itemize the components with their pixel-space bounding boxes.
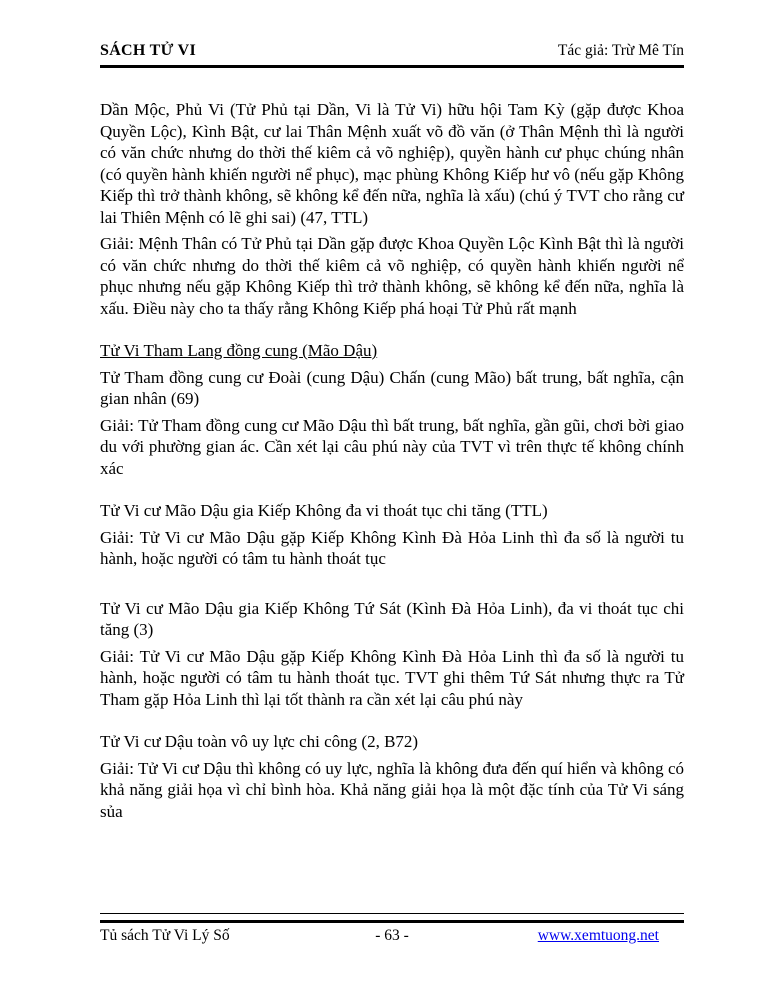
- book-title: SÁCH TỬ VI: [100, 42, 197, 59]
- footer-link[interactable]: www.xemtuong.net: [537, 927, 659, 944]
- page-number: - 63 -: [375, 927, 409, 944]
- page-header: [100, 42, 684, 68]
- paragraph: Tử Vi cư Dậu toàn vô uy lực chi công (2, B72): [100, 732, 419, 751]
- paragraph: Tử Vi cư Mão Dậu gia Kiếp Không Tứ Sát (Kình Đà Hỏa Linh), đa vi thoát tục chi tăng (3): [100, 598, 684, 639]
- paragraph: Giải: Tử Vi cư Mão Dậu gặp Kiếp Không Kình Đà Hỏa Linh thì đa số là người tu hành, hoặc người có tâm tu hành thoát tục. TVT ghi thêm Tứ Sát nhưng thực ra Tử Tham gặp Hỏa Linh thì lại tốt thành ra cần xét lại câu phú này: [100, 646, 684, 709]
- footer-rule-thin: [100, 913, 684, 914]
- paragraph: Tử Tham đồng cung cư Đoài (cung Dậu) Chấn (cung Mão) bất trung, bất nghĩa, cận gian nhân (69): [100, 367, 684, 408]
- body-content: [100, 99, 684, 822]
- paragraph: Giải: Tử Vi cư Dậu thì không có uy lực, nghĩa là không đưa đến quí hiển và không có khả năng giải họa vì chỉ bình hòa. Khả năng giải họa là một đặc tính của Tử Vi sáng sủa: [100, 758, 684, 821]
- author-credit: Tác giả: Trừ Mê Tín: [557, 42, 684, 59]
- series-title: Tủ sách Tử Vi Lý Số: [100, 927, 230, 944]
- paragraph: Giải: Tử Vi cư Mão Dậu gặp Kiếp Không Kình Đà Hỏa Linh thì đa số là người tu hành, hoặc người có tâm tu hành thoát tục: [100, 527, 684, 568]
- paragraph: Dần Mộc, Phủ Vi (Tử Phủ tại Dần, Vi là Tử Vi) hữu hội Tam Kỳ (gặp được Khoa Quyền Lộc), Kình Bật, cư lai Thân Mệnh xuất võ đồ văn (ở Thân Mệnh thì là người có văn chức nhưng do thời thế kiêm cả võ nghiệp), quyền hành cư phục chúng nhân (có quyền hành khiến người nể phục), mạc phùng Không Kiếp hư vô (nếu gặp Không Kiếp thì trở thành không, sẽ không kể đến nữa, nghĩa là xấu) (chú ý TVT cho rằng cư lai Thiên Mệnh có lẽ ghi sai) (47, TTL): [100, 100, 684, 227]
- paragraph: Giải: Mệnh Thân có Tử Phủ tại Dần gặp được Khoa Quyền Lộc Kình Bật thì là người có văn chức nhưng do thời thế kiêm cả võ nghiệp, có quyền hành khiến người nể phục nhưng nếu gặp Không Kiếp thì trở thành không, sẽ không kể đến nữa, nghĩa là xấu. Điều này cho ta thấy rằng Không Kiếp phá hoại Tử Phủ rất mạnh: [100, 234, 684, 318]
- paragraph: Giải: Tử Tham đồng cung cư Mão Dậu thì bất trung, bất nghĩa, gần gũi, chơi bời giao du với phường gian ác. Cần xét lại câu phú này của TVT vì trên thực tế không chính xác: [100, 415, 684, 478]
- footer-rule-thick: [100, 920, 684, 923]
- paragraph: Tử Vi cư Mão Dậu gia Kiếp Không đa vi thoát tục chi tăng (TTL): [100, 501, 548, 520]
- footer-row: [100, 927, 684, 945]
- page-footer: [100, 913, 684, 945]
- section-heading: Tử Vi Tham Lang đồng cung (Mão Dậu): [100, 341, 378, 360]
